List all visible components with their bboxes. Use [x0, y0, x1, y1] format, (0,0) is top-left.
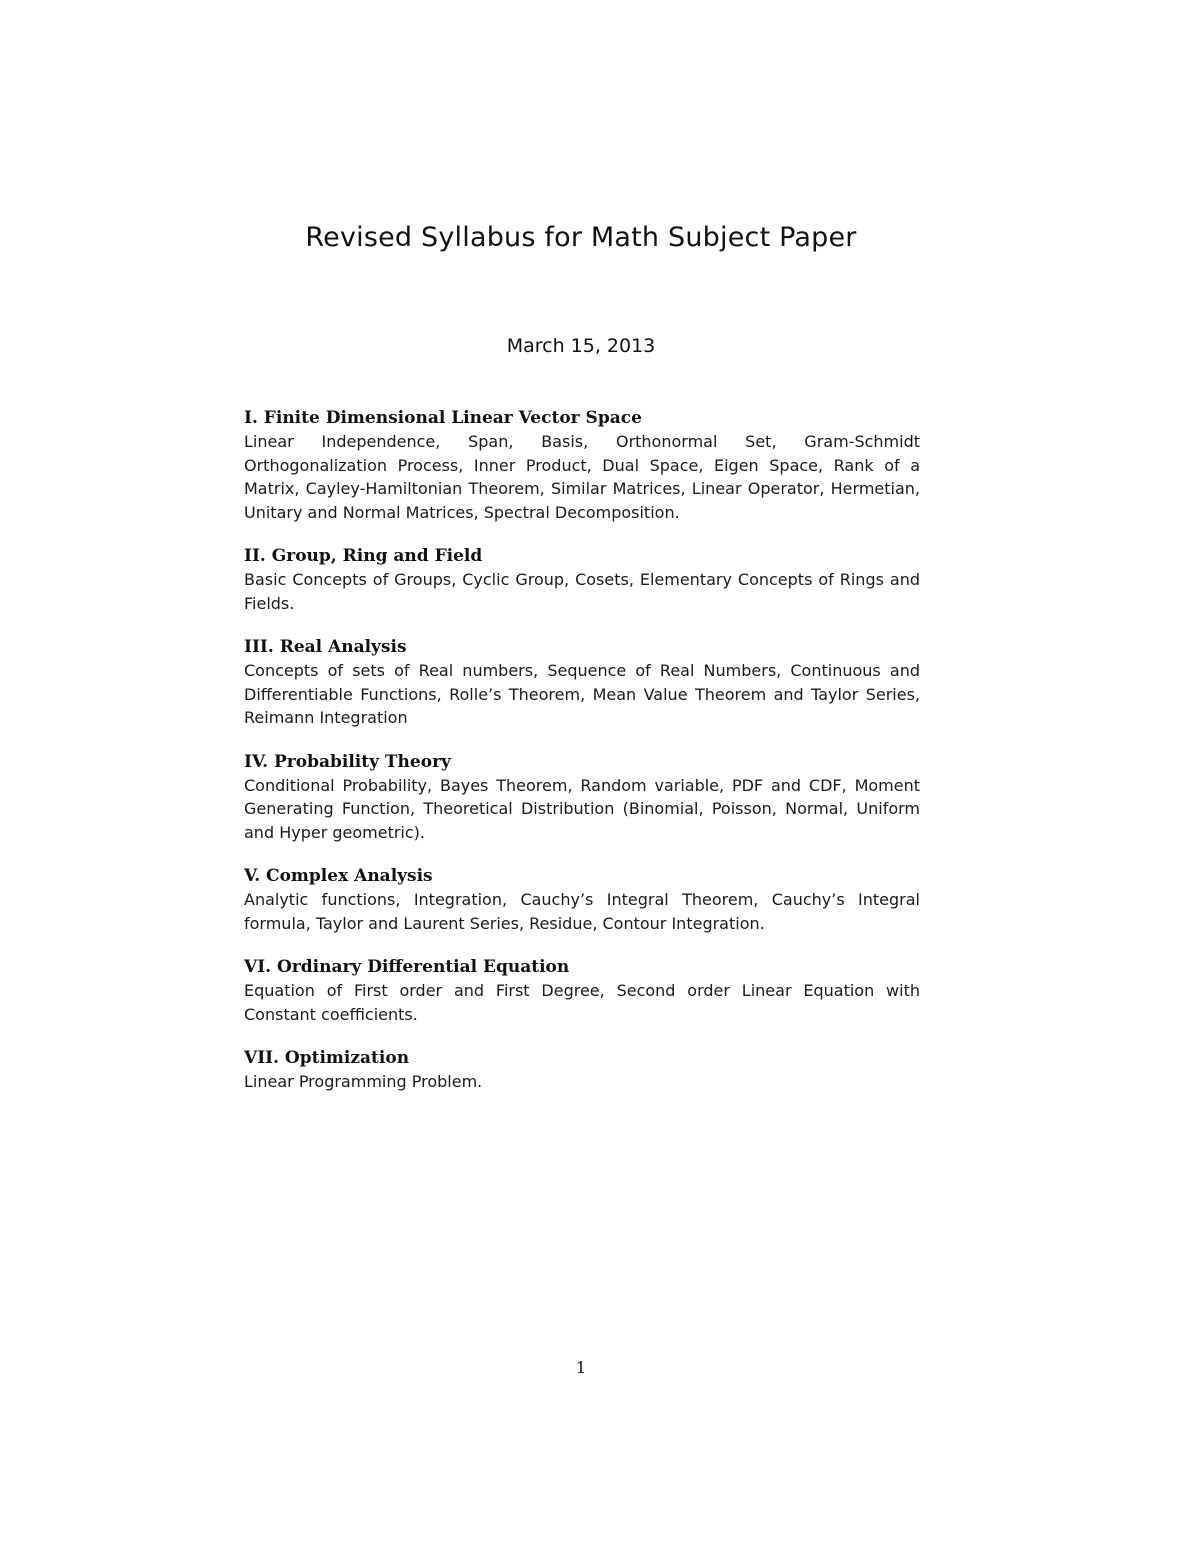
section-body: Analytic functions, Integration, Cauchy’s Integral Theorem, Cauchy’s Integral formula, Taylor and Laurent Series, Residue, Contour Integration. [244, 890, 920, 933]
section-probability-theory [244, 750, 920, 845]
section-body: Linear Independence, Span, Basis, Orthonormal Set, Gram-Schmidt Orthogonalization Process, Inner Product, Dual Space, Eigen Space, Rank of a Matrix, Cayley-Hamiltonian Theorem, Similar Matrices, Linear Operator, Hermetian, Unitary and Normal Matrices, Spectral Decomposition. [244, 432, 920, 522]
section-optimization [244, 1046, 920, 1094]
section-body: Equation of First order and First Degree, Second order Linear Equation with Constant coefficients. [244, 981, 920, 1024]
section-ordinary-differential-equation [244, 955, 920, 1026]
section-heading: VI. Ordinary Differential Equation [244, 957, 570, 977]
section-heading: II. Group, Ring and Field [244, 546, 483, 566]
document-date: March 15, 2013 [506, 335, 656, 357]
section-heading: VII. Optimization [244, 1048, 410, 1068]
document-title: Revised Syllabus for Math Subject Paper [305, 222, 857, 253]
section-real-analysis [244, 635, 920, 730]
section-complex-analysis [244, 864, 920, 935]
section-group-ring-field [244, 544, 920, 615]
section-heading: I. Finite Dimensional Linear Vector Space [244, 408, 642, 428]
section-heading: V. Complex Analysis [244, 866, 433, 886]
section-linear-vector-space [244, 406, 920, 524]
syllabus-sections [244, 406, 920, 1114]
section-body: Linear Programming Problem. [244, 1072, 483, 1091]
section-body: Basic Concepts of Groups, Cyclic Group, Cosets, Elementary Concepts of Rings and Fields. [244, 570, 920, 613]
section-body: Conditional Probability, Bayes Theorem, Random variable, PDF and CDF, Moment Generating Function, Theoretical Distribution (Binomial, Poisson, Normal, Uniform and Hyper geometric). [244, 775, 920, 842]
section-body: Concepts of sets of Real numbers, Sequence of Real Numbers, Continuous and Differentiable Functions, Rolle’s Theorem, Mean Value Theorem and Taylor Series, Reimann Integration [244, 661, 920, 727]
page-number: 1 [575, 1358, 587, 1377]
section-heading: III. Real Analysis [244, 637, 407, 657]
section-heading: IV. Probability Theory [244, 751, 451, 772]
